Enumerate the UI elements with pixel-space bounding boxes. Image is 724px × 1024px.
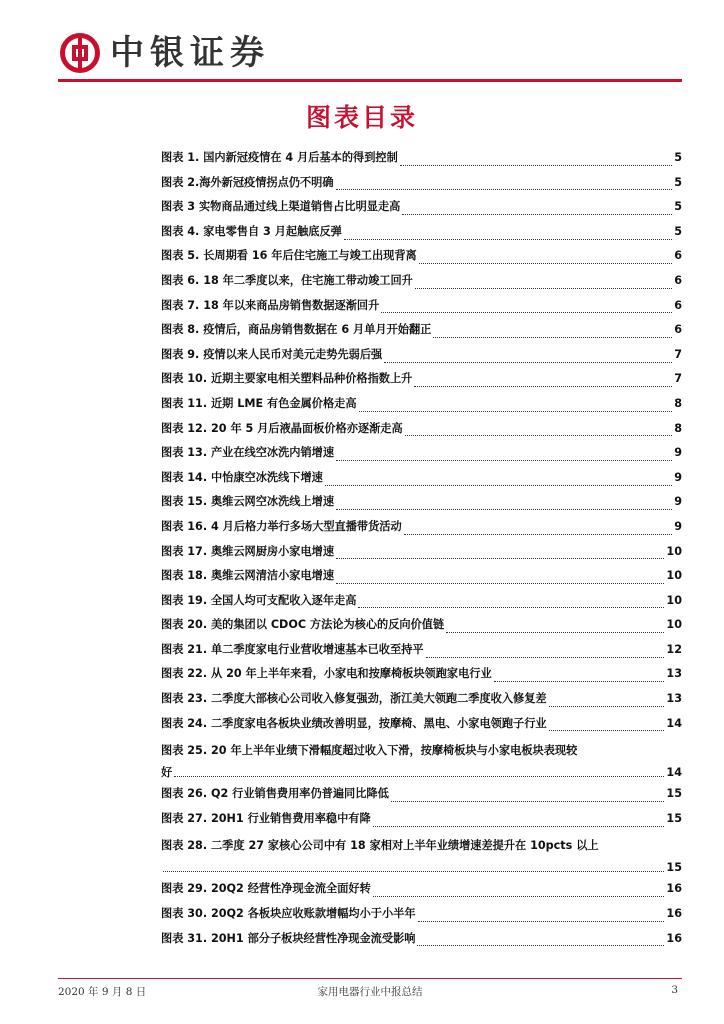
footer-page-number: 3	[671, 984, 678, 996]
toc-entry[interactable]	[161, 641, 682, 666]
brand-logo	[60, 30, 270, 76]
toc-entry[interactable]	[161, 149, 682, 174]
toc-page-number: 9	[674, 495, 682, 509]
toc-entry[interactable]	[161, 395, 682, 420]
toc-leader-dots	[358, 607, 664, 608]
toc-leader-dots	[494, 681, 665, 682]
toc-leader-dots	[402, 214, 672, 215]
toc-leader-dots	[415, 288, 672, 289]
toc-entry[interactable]	[161, 567, 682, 592]
toc-leader-dots	[433, 337, 672, 338]
toc-page-number: 12	[666, 642, 682, 656]
toc-leader-dots	[359, 411, 673, 412]
footer-date: 2020 年 9 月 8 日	[58, 986, 147, 998]
toc-page-number: 16	[666, 931, 682, 945]
toc-entry[interactable]	[161, 880, 682, 905]
toc-leader-dots	[336, 583, 664, 584]
toc-leader-dots	[400, 165, 672, 166]
toc-entry-label: 图表 8. 疫情后，商品房销售数据在 6 月单月开始翻正	[161, 323, 432, 337]
toc-leader-dots	[373, 896, 665, 897]
toc-entry[interactable]	[161, 370, 682, 395]
toc-leader-dots	[384, 362, 672, 363]
toc-entry-label: 图表 10. 近期主要家电相关塑料品种价格指数上升	[161, 372, 413, 386]
toc-leader-dots	[325, 485, 672, 486]
toc-page-number: 6	[674, 249, 682, 263]
toc-page-number: 10	[666, 618, 682, 632]
toc-leader-dots	[336, 558, 664, 559]
toc-page-number: 10	[666, 544, 682, 558]
toc-entry[interactable]	[161, 665, 682, 690]
toc-page-number: 14	[666, 716, 682, 730]
toc-page-number: 9	[674, 470, 682, 484]
toc-entry[interactable]	[161, 469, 682, 494]
toc-leader-dots	[336, 509, 672, 510]
toc-leader-dots	[418, 921, 665, 922]
page-footer	[58, 984, 682, 1000]
toc-entry[interactable]	[161, 616, 682, 641]
toc-page-number: 8	[674, 396, 682, 410]
toc-entry-label-continued: 好	[161, 765, 173, 779]
toc-entry-label: 图表 22. 从 20 年上半年来看，小家电和按摩椅板块领跑家电行业	[161, 667, 492, 681]
toc-entry[interactable]	[161, 930, 682, 955]
toc-entry-label: 图表 20. 美的集团以 CDOC 方法论为核心的反向价值链	[161, 618, 445, 632]
toc-entry-label: 图表 3 实物商品通过线上渠道销售占比明显走高	[161, 200, 401, 214]
brand-name: 中银证券	[110, 33, 270, 73]
toc-entry[interactable]	[161, 518, 682, 543]
toc-entry-label: 图表 13. 产业在线空冰洗内销增速	[161, 446, 335, 460]
toc-page-number: 5	[674, 200, 682, 214]
toc-entry-label: 图表 21. 单二季度家电行业营收增速基本已收至持平	[161, 642, 424, 656]
toc-entry[interactable]	[161, 690, 682, 715]
toc-entry[interactable]	[161, 493, 682, 518]
toc-leader-dots	[426, 657, 665, 658]
toc-entry-label: 图表 24. 二季度家电各板块业绩改善明显，按摩椅、黑电、小家电领跑子行业	[161, 716, 547, 730]
toc-entry-label: 图表 2.海外新冠疫情拐点仍不明确	[161, 175, 334, 189]
footer-divider	[58, 978, 682, 979]
toc-leader-dots	[336, 460, 672, 461]
toc-entry[interactable]	[161, 420, 682, 445]
toc-page-number: 10	[666, 593, 682, 607]
toc-entry[interactable]	[161, 834, 682, 880]
toc-entry-label: 图表 29. 20Q2 经营性净现金流全面好转	[161, 882, 371, 896]
toc-entry-label: 图表 23. 二季度大部核心公司收入修复强劲，浙江美大领跑二季度收入修复差	[161, 692, 547, 706]
toc-page-number: 15	[666, 860, 682, 874]
toc-entry-label: 图表 19. 全国人均可支配收入逐年走高	[161, 593, 357, 607]
toc-page-number: 9	[674, 519, 682, 533]
toc-entry-label: 图表 15. 奥维云网空冰洗线上增速	[161, 495, 335, 509]
toc-entry-label: 图表 31. 20H1 部分子板块经营性净现金流受影响	[161, 931, 416, 945]
toc-entry-label: 图表 16. 4 月后格力举行多场大型直播带货活动	[161, 519, 402, 533]
toc-list	[161, 149, 682, 954]
toc-page-number: 16	[666, 882, 682, 896]
toc-entry-label: 图表 26. Q2 行业销售费用率仍普遍同比降低	[161, 787, 389, 801]
toc-leader-dots	[174, 776, 664, 777]
toc-entry-label: 图表 12. 20 年 5 月后液晶面板价格亦逐渐走高	[161, 421, 403, 435]
toc-entry[interactable]	[161, 444, 682, 469]
toc-entry-label: 图表 11. 近期 LME 有色金属价格走高	[161, 396, 357, 410]
toc-leader-dots	[446, 632, 664, 633]
bank-of-china-logo-icon	[60, 33, 100, 73]
toc-leader-dots	[549, 706, 665, 707]
toc-entry-label: 图表 7. 18 年以来商品房销售数据逐渐回升	[161, 298, 380, 312]
toc-entry[interactable]	[161, 174, 682, 199]
header-divider	[58, 79, 682, 82]
toc-leader-dots	[373, 826, 665, 827]
footer-report-name: 家用电器行业中报总结	[317, 986, 423, 998]
toc-page-number: 10	[666, 569, 682, 583]
toc-entry-label: 图表 4. 家电零售自 3 月起触底反弹	[161, 224, 342, 238]
toc-page-number: 15	[666, 811, 682, 825]
toc-entry[interactable]	[161, 346, 682, 371]
toc-page-number: 9	[674, 446, 682, 460]
toc-leader-dots	[336, 189, 673, 190]
toc-entry-label: 图表 9. 疫情以来人民币对美元走势先弱后强	[161, 347, 383, 361]
toc-entry-label: 图表 1. 国内新冠疫情在 4 月后基本的得到控制	[161, 151, 398, 164]
toc-entry[interactable]	[161, 223, 682, 248]
toc-leader-dots	[404, 534, 673, 535]
toc-page-number: 13	[666, 667, 682, 681]
toc-leader-dots	[417, 945, 664, 946]
toc-page-number: 5	[674, 224, 682, 238]
toc-entry[interactable]	[161, 321, 682, 346]
toc-page-number: 7	[674, 372, 682, 386]
toc-page-number: 6	[674, 273, 682, 287]
toc-page-number: 7	[674, 347, 682, 361]
toc-entry[interactable]	[161, 297, 682, 322]
toc-leader-dots	[391, 801, 665, 802]
toc-entry-label: 图表 30. 20Q2 各板块应收账款增幅均小于小半年	[161, 907, 416, 921]
page-title: 图表目录	[305, 103, 418, 132]
toc-entry-label: 图表 14. 中怡康空冰洗线下增速	[161, 470, 323, 484]
toc-page-number: 5	[674, 151, 682, 164]
toc-leader-dots	[163, 871, 664, 872]
toc-page-number: 6	[674, 298, 682, 312]
toc-page-number: 6	[674, 323, 682, 337]
toc-entry[interactable]	[161, 272, 682, 297]
toc-leader-dots	[414, 386, 672, 387]
toc-leader-dots	[419, 263, 672, 264]
toc-entry-label: 图表 6. 18 年二季度以来，住宅施工带动竣工回升	[161, 273, 413, 287]
toc-page-number: 16	[666, 907, 682, 921]
toc-page-number: 14	[666, 765, 682, 779]
toc-entry[interactable]	[161, 905, 682, 930]
toc-entry[interactable]	[161, 543, 682, 568]
toc-entry-label: 图表 17. 奥维云网厨房小家电增速	[161, 544, 335, 558]
toc-entry[interactable]	[161, 810, 682, 835]
toc-entry[interactable]	[161, 715, 682, 740]
toc-entry[interactable]	[161, 785, 682, 810]
toc-leader-dots	[405, 435, 673, 436]
toc-entry-label: 图表 5. 长周期看 16 年后住宅施工与竣工出现背离	[161, 249, 417, 263]
toc-entry-label: 图表 28. 二季度 27 家核心公司中有 18 家相对上半年业绩增速差提升在 10pcts 以上	[161, 839, 599, 853]
toc-leader-dots	[549, 730, 665, 731]
toc-page-number: 8	[674, 421, 682, 435]
toc-entry-label: 图表 18. 奥维云网清洁小家电增速	[161, 569, 335, 583]
toc-entry[interactable]	[161, 739, 682, 785]
toc-leader-dots	[381, 312, 672, 313]
toc-page-number: 5	[674, 175, 682, 189]
toc-entry[interactable]	[161, 247, 682, 272]
toc-entry[interactable]	[161, 592, 682, 617]
toc-page-number: 13	[666, 692, 682, 706]
toc-entry-label: 图表 27. 20H1 行业销售费用率稳中有降	[161, 811, 371, 825]
toc-leader-dots	[344, 239, 672, 240]
toc-entry[interactable]	[161, 198, 682, 223]
toc-page-number: 15	[666, 787, 682, 801]
toc-entry-label: 图表 25. 20 年上半年业绩下滑幅度超过收入下滑，按摩椅板块与小家电板块表现较	[161, 744, 578, 758]
